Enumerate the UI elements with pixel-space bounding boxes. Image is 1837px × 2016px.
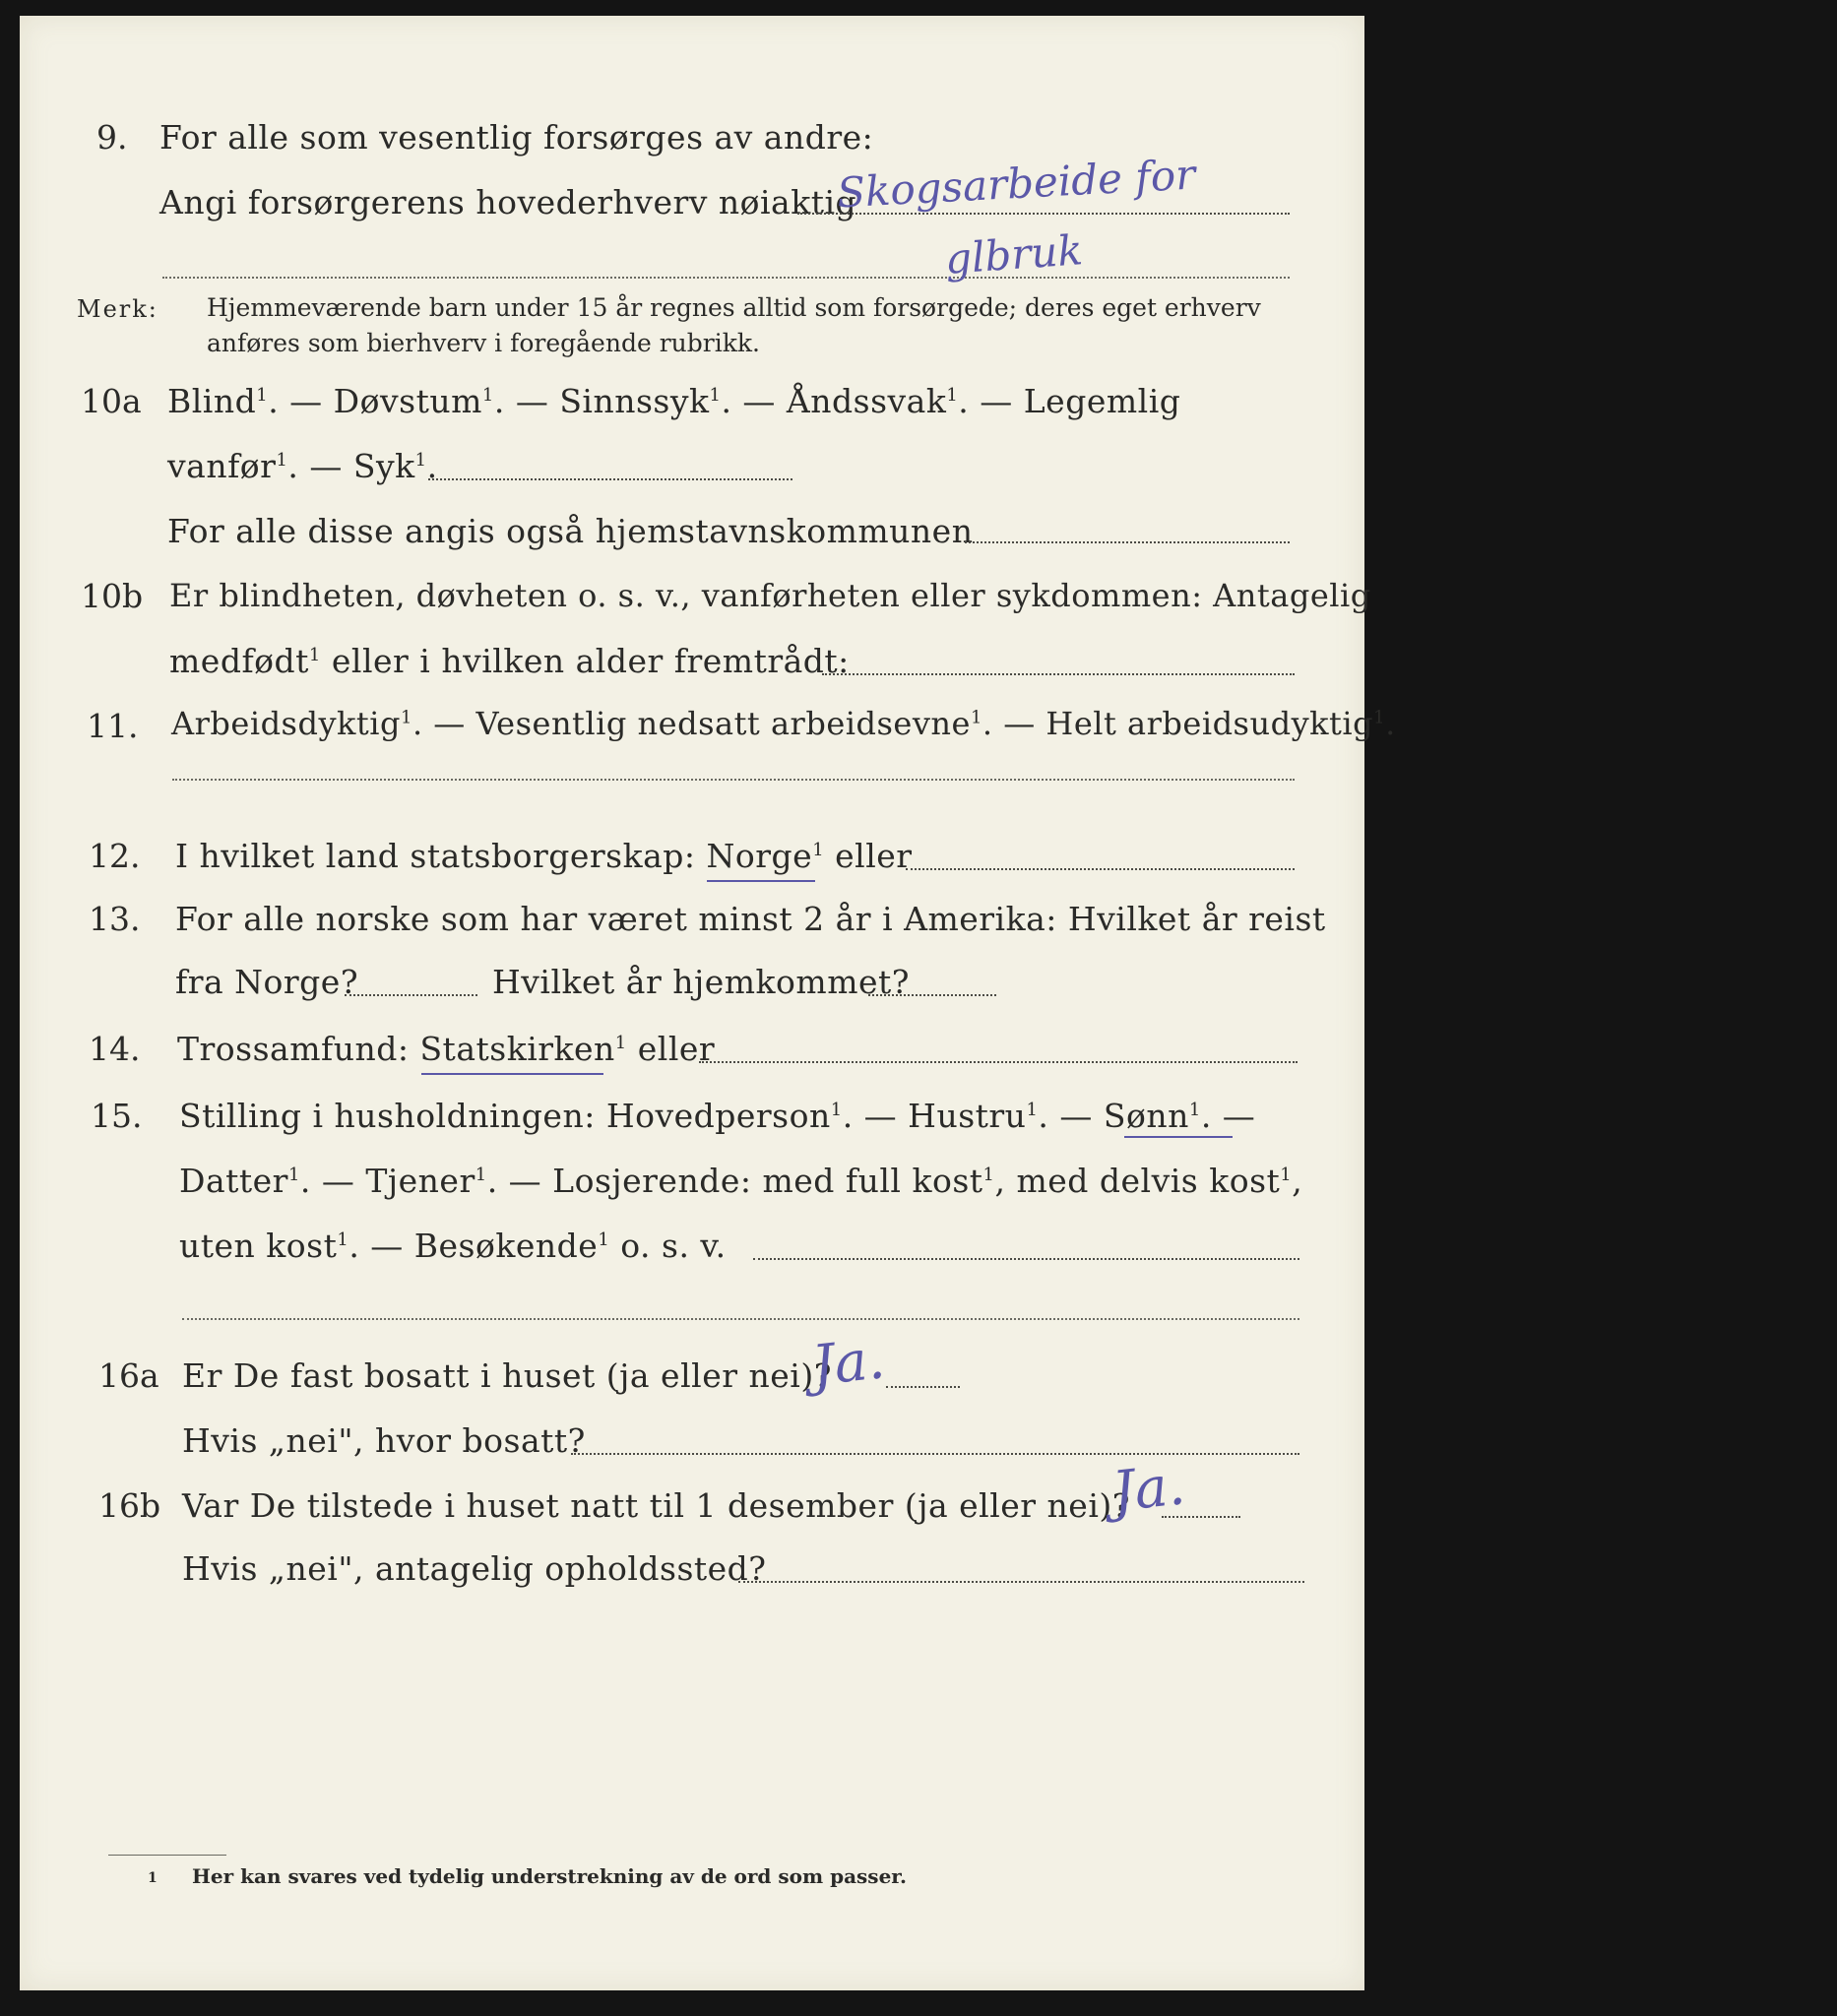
question-number: 9.: [96, 118, 128, 157]
answer-line: [699, 1061, 1298, 1063]
handwritten-underline: [707, 880, 815, 882]
footnote-divider: [108, 1855, 226, 1856]
question-text: fra Norge?: [175, 963, 359, 1001]
merk-label: Merk:: [77, 295, 158, 323]
answer-line: [428, 478, 792, 480]
handwritten-underline: [1124, 1136, 1233, 1138]
answer-line: [182, 1318, 1299, 1320]
handwritten-answer: glbruk: [943, 225, 1085, 284]
question-number: 16b: [98, 1486, 161, 1525]
answer-line: [172, 779, 1295, 781]
question-number: 14.: [89, 1030, 141, 1068]
question-number: 13.: [89, 900, 141, 938]
household-option-sonn: Sønn: [1103, 1097, 1189, 1135]
question-number: 10a: [81, 382, 142, 420]
merk-text: anføres som bierhverv i foregående rubrikk.: [207, 329, 760, 357]
question-text: medfødt$^1$ eller i hvilken alder fremtrådt:: [169, 642, 850, 680]
handwritten-answer: Skogsarbeide for: [835, 150, 1197, 218]
question-text: Trossamfund: Statskirken$^1$ eller: [177, 1030, 716, 1068]
question-text: I hvilket land statsborgerskap: Norge$^1$ eller: [175, 837, 913, 875]
answer-line: [965, 541, 1290, 543]
handwritten-answer: Ja.: [808, 1327, 888, 1399]
answer-line: [1162, 1516, 1240, 1518]
answer-line: [753, 1258, 1299, 1260]
question-text: Hvilket år hjemkommet?: [492, 963, 910, 1001]
question-text: vanfør$^1$. — Syk$^1$.: [167, 447, 438, 485]
religion-option-statskirken: Statskirken: [419, 1030, 615, 1068]
question-text: Er De fast bosatt i huset (ja eller nei)?: [182, 1356, 832, 1395]
question-text: Stilling i husholdningen: Hovedperson$^1$. — Hustru$^1$. — Sønn$^1$. —: [179, 1097, 1256, 1135]
answer-line: [738, 1581, 1304, 1583]
question-text: Blind$^1$. — Døvstum$^1$. — Sinnssyk$^1$. — Åndssvak$^1$. — Legemlig: [167, 382, 1181, 420]
nationality-option-norge: Norge: [706, 837, 813, 875]
merk-text: Hjemmeværende barn under 15 år regnes alltid som forsørgede; deres eget erhverv: [207, 293, 1261, 322]
question-text: Er blindheten, døvheten o. s. v., vanførheten eller sykdommen: Antagelig: [169, 577, 1371, 614]
footnote-text: Her kan svares ved tydelig understrekning av de ord som passer.: [192, 1864, 907, 1888]
handwritten-answer: Ja.: [1109, 1453, 1188, 1525]
question-number: 10b: [81, 577, 144, 615]
answer-line: [571, 1453, 1299, 1455]
answer-line: [906, 868, 1295, 870]
question-text: Hvis „nei", antagelig opholdssted?: [182, 1549, 767, 1588]
answer-line: [868, 994, 996, 996]
question-text: Arbeidsdyktig$^1$. — Vesentlig nedsatt arbeidsevne$^1$. — Helt arbeidsudyktig$^1$.: [171, 705, 1396, 742]
question-number: 11.: [87, 707, 139, 745]
question-text: uten kost$^1$. — Besøkende$^1$ o. s. v.: [179, 1227, 727, 1265]
question-text: Angi forsørgerens hovederhverv nøiaktig: [159, 183, 857, 221]
question-number: 16a: [98, 1356, 159, 1395]
question-number: 12.: [89, 837, 141, 875]
answer-line: [162, 277, 1290, 279]
question-text: For alle disse angis også hjemstavnskommunen: [167, 512, 974, 550]
question-text: For alle som vesentlig forsørges av andre:: [159, 118, 874, 157]
answer-line: [886, 1386, 960, 1388]
question-text: Var De tilstede i huset natt til 1 desember (ja eller nei)?: [182, 1486, 1130, 1525]
census-form-page: [20, 16, 1396, 1990]
question-text: Datter$^1$. — Tjener$^1$. — Losjerende: med full kost$^1$, med delvis kost$^1$,: [179, 1162, 1303, 1200]
answer-line: [345, 994, 477, 996]
handwritten-underline: [421, 1073, 603, 1075]
question-text: Hvis „nei", hvor bosatt?: [182, 1421, 586, 1460]
question-number: 15.: [91, 1097, 143, 1135]
question-text: For alle norske som har været minst 2 år i Amerika: Hvilket år reist: [175, 900, 1326, 938]
answer-line: [822, 673, 1295, 675]
footnote-mark: 1: [148, 1870, 158, 1886]
